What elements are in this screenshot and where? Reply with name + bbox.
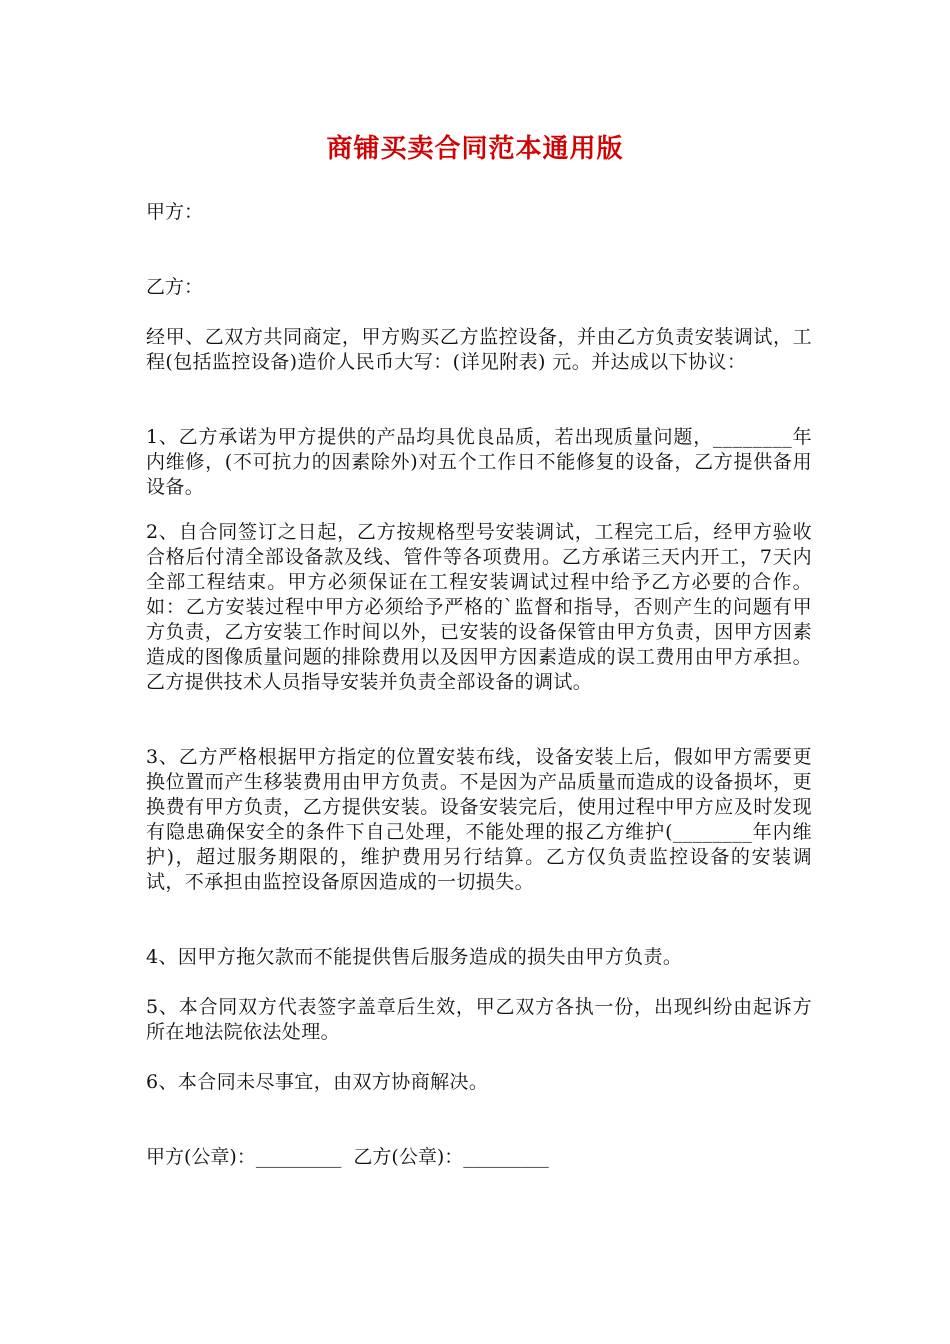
signature-line: 甲方(公章)：_________ 乙方(公章)：_________ [146, 1146, 549, 1168]
clause-3: 3、乙方严格根据甲方指定的位置安装布线，设备安装上后，假如甲方需要更换位置而产生移装费用由甲方负责。不是因为产品质量而造成的设备损坏，更换费有甲方负责，乙方提供安装。设备安装完后，使用过程中甲方应及时发现有隐患确保安全的条件下自己处理，不能处理的报乙方维护(________年内维护)，超过服务期限的，维护费用另行结算。乙方仅负责监控设备的安装调试，不承担由监控设备原因造成的一切损失。 [146, 746, 812, 893]
clause-2: 2、自合同签订之日起，乙方按规格型号安装调试，工程完工后，经甲方验收合格后付清全部设备款及线、管件等各项费用。乙方承诺三天内开工，7天内全部工程结束。甲方必须保证在工程安装调试过程中给予乙方必要的合作。如：乙方安装过程中甲方必须给予严格的`监督和指导，否则产生的问题有甲方负责，乙方安装工作时间以外，已安装的设备保管由甲方负责，因甲方因素造成的图像质量问题的排除费用以及因甲方因素造成的误工费用由甲方承担。乙方提供技术人员指导安装并负责全部设备的调试。 [146, 521, 812, 693]
clause-5: 5、本合同双方代表签字盖章后生效，甲乙双方各执一份，出现纠纷由起诉方所在地法院依法处理。 [146, 996, 812, 1043]
clause-6: 6、本合同未尽事宜，由双方协商解决。 [146, 1071, 489, 1093]
intro-paragraph: 经甲、乙双方共同商定，甲方购买乙方监控设备，并由乙方负责安装调试，工程(包括监控设备)造价人民币大写：(详见附表) 元。并达成以下协议： [146, 326, 812, 373]
clause-1: 1、乙方承诺为甲方提供的产品均具优良品质，若出现质量问题，________年内维修，(不可抗力的因素除外)对五个工作日不能修复的设备，乙方提供备用设备。 [146, 426, 812, 498]
clause-4: 4、因甲方拖欠款而不能提供售后服务造成的损失由甲方负责。 [146, 946, 683, 968]
party-a-label: 甲方： [146, 201, 204, 223]
party-b-label: 乙方： [146, 276, 204, 298]
document-title: 商铺买卖合同范本通用版 [326, 134, 624, 164]
